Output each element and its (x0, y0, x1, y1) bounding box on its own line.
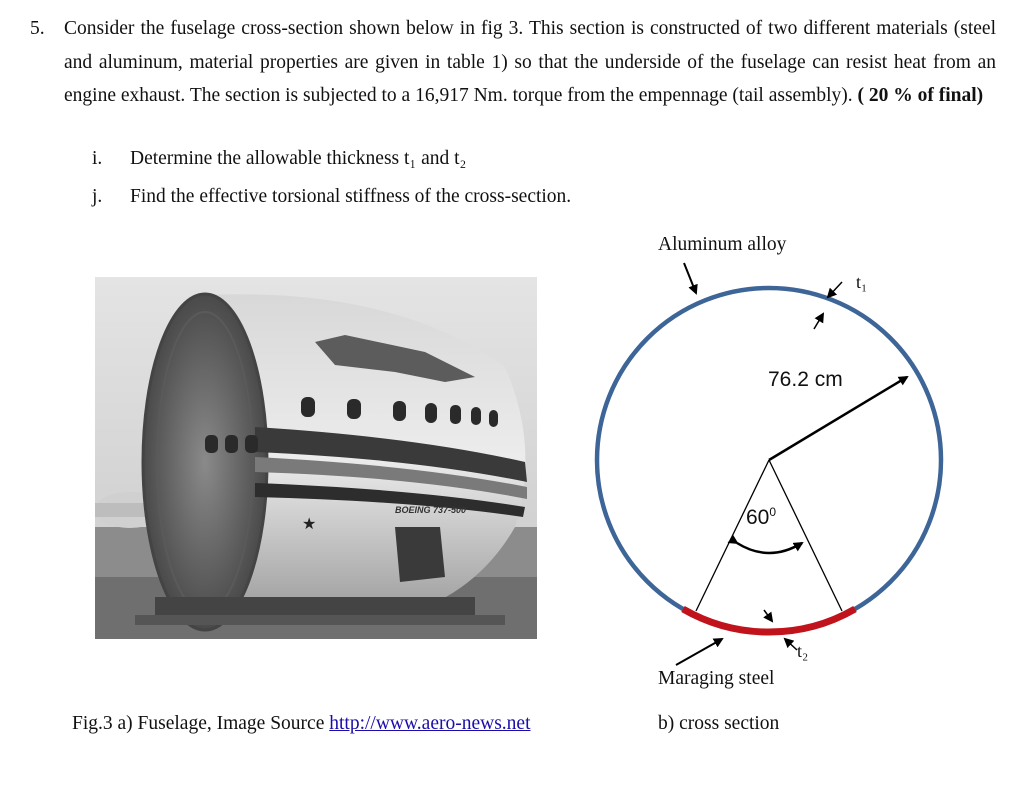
angle-arc (737, 543, 802, 553)
t2-label: t₂ (797, 641, 809, 661)
fuselage-photo (95, 277, 537, 639)
part-i (92, 148, 466, 170)
caption-a (72, 713, 531, 735)
caption-a-text: Fig.3 a) Fuselage, Image Source (72, 713, 330, 734)
steel-pointer (676, 639, 722, 665)
t1-arrow-bottom (814, 314, 823, 329)
part-i-label: i. (92, 148, 103, 169)
t1-label: t₁ (856, 272, 868, 292)
question-body (64, 12, 996, 113)
question-weight: ( 20 % of final) (857, 85, 984, 106)
radius-label: 76.2 cm (768, 368, 843, 391)
steel-arc (683, 609, 855, 632)
part-j-text: Find the effective torsional stiffness of the cross-section. (130, 186, 572, 207)
t2-arrow-top (764, 610, 772, 621)
part-j-label: j. (92, 186, 103, 207)
question-text: Consider the fuselage cross-section shown below in fig 3. This section is constructed of two different materials (steel and aluminum, material properties are given in table 1) so that the underside of the fuselage can resist heat from an engine exhaust. The section is subjected to a 16,917 Nm. torque from the empennage (tail assembly). (64, 18, 996, 106)
aluminum-label: Aluminum alloy (658, 234, 787, 255)
angle-unit: 0 (769, 505, 777, 519)
source-link[interactable]: http://www.aero-news.net (329, 713, 531, 734)
question-5 (30, 12, 996, 113)
t2-arrow-bottom (785, 639, 797, 650)
steel-label: Maraging steel (658, 668, 775, 689)
question-number: 5. (30, 18, 45, 39)
t1-arrow-top (828, 282, 842, 297)
cross-section-diagram (592, 225, 1012, 705)
svg-text:★: ★ (302, 514, 317, 533)
angle-line-right (769, 460, 842, 611)
aluminum-pointer (684, 263, 696, 293)
caption-b: b) cross section (658, 713, 780, 734)
angle-value: 60 (746, 506, 770, 529)
fuselage-marking: BOEING 737-500 (395, 505, 467, 515)
part-j (92, 186, 571, 208)
part-i-text: Determine the allowable thickness t₁ and t₂ (130, 148, 467, 169)
angle-line-left (696, 460, 769, 611)
angle-label (746, 505, 776, 530)
